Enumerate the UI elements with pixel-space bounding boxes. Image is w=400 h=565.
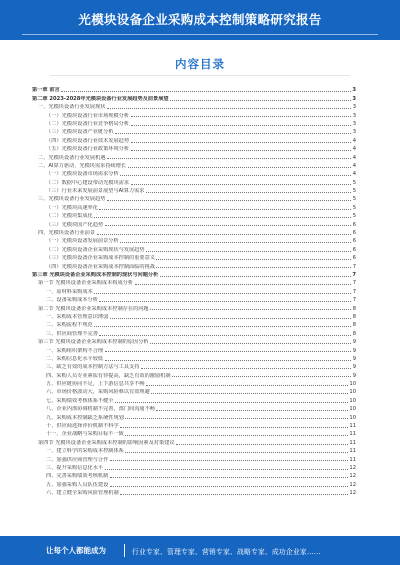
toc-dot-leader <box>94 217 351 218</box>
toc-entry-label: 二、光模块设备行业发展机遇 <box>38 154 106 161</box>
toc-entry-label: 九、采购成本控制缺乏系统性规划 <box>46 414 124 421</box>
toc-dot-leader <box>61 91 351 92</box>
toc-entry-label: 十、供应商选择评价机制不科学 <box>46 423 119 430</box>
toc-entry-page: 3 <box>352 87 356 94</box>
toc-entry[interactable] <box>32 295 356 303</box>
toc-entry-page: 5 <box>352 204 356 211</box>
toc-entry-label: 二、设备采购成本分析 <box>46 297 98 304</box>
toc-dot-leader <box>107 108 351 109</box>
toc-dot-leader <box>107 200 351 201</box>
toc-entry-page: 5 <box>352 188 356 195</box>
toc-entry-page: 12 <box>349 464 356 471</box>
toc-entry-page: 11 <box>349 431 356 438</box>
toc-entry-label: 第四节 光模块设备企业采购成本控制的影响因素及对策建议 <box>38 439 175 446</box>
toc-entry[interactable] <box>32 177 356 185</box>
toc-entry-label: （二）数据中心建设带动光模块需求 <box>46 179 130 186</box>
toc-entry[interactable] <box>32 152 356 160</box>
toc-entry-label: 三、缺乏有效的成本控制方法与工具支持 <box>46 364 140 371</box>
toc-entry-page: 8 <box>352 313 356 320</box>
toc-entry-label: 第一章 前言 <box>32 87 60 94</box>
toc-entry[interactable] <box>32 186 356 194</box>
toc-entry-page: 9 <box>352 347 356 354</box>
toc-entry-page: 7 <box>352 288 356 295</box>
toc-dot-leader <box>156 267 351 268</box>
toc-entry[interactable] <box>32 337 356 345</box>
toc-entry-label: 十一、企业战略与采购目标不一致 <box>46 431 124 438</box>
report-footer <box>0 536 400 565</box>
toc-dot-leader <box>141 368 351 369</box>
toc-entry[interactable] <box>32 421 356 429</box>
toc-dot-leader <box>131 184 352 185</box>
toc-entry-label: 六、市场价格波动大，采购风险难以有效规避 <box>46 389 150 396</box>
toc-entry-page: 3 <box>352 112 356 119</box>
toc-entry-page: 3 <box>352 104 356 111</box>
toc-entry[interactable] <box>32 228 356 236</box>
toc-entry[interactable] <box>32 119 356 127</box>
toc-entry-label: 二、AI算力驱动，光模块需求持续增长 <box>38 162 127 169</box>
toc-entry[interactable] <box>32 387 356 395</box>
toc-entry[interactable] <box>32 320 356 328</box>
toc-entry-label: 三、供应商管理不完善 <box>46 330 98 337</box>
toc-entry[interactable] <box>32 93 356 101</box>
toc-entry[interactable] <box>32 270 356 278</box>
toc-entry[interactable] <box>32 463 356 471</box>
toc-dot-leader <box>120 494 348 495</box>
toc-dot-leader <box>110 318 351 319</box>
toc-entry-page: 10 <box>349 389 356 396</box>
toc-entry-label: 六、建立健全采购风险管理机制 <box>46 490 119 497</box>
toc-entry-label: （一）光模块设备行业市场规模分析 <box>46 112 130 119</box>
toc-entry[interactable] <box>32 446 356 454</box>
toc-entry-page: 6 <box>352 221 356 228</box>
toc-entry-page: 4 <box>352 146 356 153</box>
toc-entry[interactable] <box>32 253 356 261</box>
toc-dot-leader <box>115 133 351 134</box>
toc-dot-leader <box>131 142 352 143</box>
toc-dot-leader <box>125 452 348 453</box>
toc-dot-leader <box>146 251 351 252</box>
toc-entry-page: 5 <box>352 179 356 186</box>
toc-entry-label: 五、加强采购人员队伍建设 <box>46 481 109 488</box>
toc-entry-page: 3 <box>352 95 356 102</box>
header-divider <box>22 34 378 35</box>
toc-entry-page: 7 <box>352 271 356 278</box>
toc-entry-label: 四、光模块设备行业前景 <box>38 230 96 237</box>
toc-entry-page: 6 <box>352 246 356 253</box>
toc-dot-leader <box>107 158 351 159</box>
toc-entry-label: 第三章 光模块设备企业采购成本控制的现状与问题分析 <box>32 271 159 278</box>
toc-divider <box>50 75 350 76</box>
toc-entry-page: 3 <box>352 129 356 136</box>
toc-title: 内容目录 <box>175 57 225 71</box>
toc-entry[interactable] <box>32 102 356 110</box>
toc-entry[interactable] <box>32 395 356 403</box>
toc-dot-leader <box>110 460 348 461</box>
toc-entry-page: 10 <box>349 414 356 421</box>
toc-dot-leader <box>131 125 352 126</box>
toc-entry[interactable] <box>32 437 356 445</box>
toc-entry[interactable] <box>32 244 356 252</box>
toc-entry-label: 一、建立科学的采购成本控制体系 <box>46 448 124 455</box>
toc-entry[interactable] <box>32 429 356 437</box>
toc-dot-leader <box>172 376 351 377</box>
toc-entry-label: 一、原材料采购成本 <box>46 288 93 295</box>
toc-entry-label: 四、采购人员专业素质有待提高，缺乏有效的激励机制 <box>46 372 171 379</box>
toc-entry-label: （二）光模块设备企业采购现状与发展趋势 <box>46 246 145 253</box>
toc-entry-page: 7 <box>352 280 356 287</box>
toc-entry-label: 七、采购绩效考核体系不健全 <box>46 397 114 404</box>
toc-entry[interactable] <box>32 454 356 462</box>
toc-entry-page: 10 <box>349 406 356 413</box>
toc-entry-page: 4 <box>352 162 356 169</box>
toc-entry-page: 4 <box>352 154 356 161</box>
toc-entry[interactable] <box>32 144 356 152</box>
toc-dot-leader <box>120 242 351 243</box>
toc-entry[interactable] <box>32 328 356 336</box>
toc-entry[interactable] <box>32 362 356 370</box>
toc-entry-label: （五）光模块设备行业政策环境分析 <box>46 146 130 153</box>
report-header <box>0 0 400 40</box>
toc-entry-page: 11 <box>349 439 356 446</box>
toc-dot-leader <box>94 293 351 294</box>
toc-dot-leader <box>156 410 347 411</box>
toc-entry-label: （一）光模块设备市场需求分析 <box>46 171 119 178</box>
toc-dot-leader <box>94 326 351 327</box>
toc-entry[interactable] <box>32 261 356 269</box>
toc-dot-leader <box>99 209 351 210</box>
toc-dot-leader <box>99 335 351 336</box>
report-title: 光模块设备企业采购成本控制策略研究报告 <box>78 12 322 27</box>
toc-entry[interactable] <box>32 211 356 219</box>
toc-entry-page: 6 <box>352 230 356 237</box>
toc-entry-label: 第三节 光模块设备企业采购成本控制的原因分析 <box>38 339 149 346</box>
toc-entry-label: 第一节 光模块设备企业采购成本构成分析 <box>38 280 134 287</box>
footer-slogan: 让每个人都能成为 <box>46 546 106 555</box>
toc-entry-label: 二、加强供应商管理与合作 <box>46 456 109 463</box>
toc-dot-leader <box>150 309 351 310</box>
toc-entry-label: 一、光模块设备行业发展现状 <box>38 104 106 111</box>
toc-entry-page: 12 <box>349 490 356 497</box>
toc-entry[interactable] <box>32 312 356 320</box>
toc-entry-label: 八、企业内部协调机制不完善，部门间沟通不畅 <box>46 406 155 413</box>
toc-entry-page: 6 <box>352 238 356 245</box>
toc-entry-page: 12 <box>349 473 356 480</box>
toc-entry-label: （三）光模块设备企业采购成本控制的重要意义 <box>46 255 155 262</box>
toc-dot-leader <box>131 150 352 151</box>
toc-entry-page: 8 <box>352 322 356 329</box>
toc-dot-leader <box>170 100 351 101</box>
toc-entry-page: 11 <box>349 456 356 463</box>
toc-entry[interactable] <box>32 345 356 353</box>
toc-entry[interactable] <box>32 127 356 135</box>
toc-entry-label: （二）光模块集成化 <box>46 213 93 220</box>
toc-dot-leader <box>146 192 351 193</box>
toc-entry-label: 三、光模块设备行业发展趋势 <box>38 196 106 203</box>
toc-entry[interactable] <box>32 161 356 169</box>
toc-entry-page: 10 <box>349 381 356 388</box>
toc-entry[interactable] <box>32 471 356 479</box>
toc-entry[interactable] <box>32 219 356 227</box>
toc-dot-leader <box>160 276 351 277</box>
toc-dot-leader <box>125 435 348 436</box>
toc-dot-leader <box>156 259 351 260</box>
toc-entry-page: 4 <box>352 137 356 144</box>
toc-entry-label: 一、采购成本管理意识薄弱 <box>46 313 109 320</box>
toc-dot-leader <box>120 427 348 428</box>
toc-dot-leader <box>115 402 348 403</box>
toc-entry-label: 二、采购流程不规范 <box>46 322 93 329</box>
toc-entry-label: 五、供应链协同不足，上下游信息共享不畅 <box>46 381 145 388</box>
toc-entry-page: 11 <box>349 448 356 455</box>
toc-dot-leader <box>105 360 352 361</box>
toc-dot-leader <box>150 343 351 344</box>
toc-entry-label: （四）光模块设备企业采购成本控制面临的挑战 <box>46 263 155 270</box>
toc-entry[interactable] <box>32 412 356 420</box>
toc-dot-leader <box>110 477 348 478</box>
toc-entry[interactable] <box>32 488 356 496</box>
toc-entry-page: 11 <box>349 423 356 430</box>
toc-entry[interactable] <box>32 85 356 93</box>
toc-dot-leader <box>110 486 348 487</box>
toc-entry-page: 8 <box>352 305 356 312</box>
toc-entry[interactable] <box>32 110 356 118</box>
toc-dot-leader <box>99 301 351 302</box>
toc-entry[interactable] <box>32 479 356 487</box>
toc-dot-leader <box>176 444 348 445</box>
toc-entry-label: （二）光模块设备行业竞争格局分析 <box>46 120 130 127</box>
toc-dot-leader <box>125 418 348 419</box>
toc-dot-leader <box>105 469 348 470</box>
toc-entry-page: 9 <box>352 339 356 346</box>
toc-entry[interactable] <box>32 202 356 210</box>
toc-entry[interactable] <box>32 379 356 387</box>
table-of-contents <box>32 85 356 510</box>
toc-entry-page: 9 <box>352 364 356 371</box>
toc-entry[interactable] <box>32 404 356 412</box>
toc-entry-label: 第二章 2023-2028年光模块设备行业发展趋势及前景展望 <box>32 95 169 102</box>
toc-dot-leader <box>135 284 352 285</box>
toc-entry[interactable] <box>32 354 356 362</box>
toc-entry-label: 二、采购信息化水平较低 <box>46 355 104 362</box>
toc-dot-leader <box>131 116 352 117</box>
toc-entry[interactable] <box>32 286 356 294</box>
toc-entry-page: 10 <box>349 397 356 404</box>
toc-entry-page: 3 <box>352 120 356 127</box>
toc-entry-page: 9 <box>352 355 356 362</box>
toc-entry-page: 4 <box>352 171 356 178</box>
toc-entry-label: （三）光模块国产化趋势 <box>46 221 104 228</box>
toc-dot-leader <box>146 385 348 386</box>
toc-entry[interactable] <box>32 236 356 244</box>
toc-entry-page: 5 <box>352 196 356 203</box>
toc-entry-label: 四、完善采购绩效考核机制 <box>46 473 109 480</box>
toc-dot-leader <box>105 225 352 226</box>
toc-entry-label: 一、采购组织架构不合理 <box>46 347 104 354</box>
toc-entry-page: 5 <box>352 213 356 220</box>
toc-dot-leader <box>120 175 351 176</box>
toc-entry-label: （三）行业未来发展前景展望与AI算力需求 <box>46 188 145 195</box>
toc-entry-label: 第二节 光模块设备企业采购成本控制存在的问题 <box>38 305 149 312</box>
toc-dot-leader <box>128 167 352 168</box>
toc-entry[interactable] <box>32 370 356 378</box>
toc-dot-leader <box>151 393 348 394</box>
toc-entry-label: （四）光模块设备行业技术发展趋势 <box>46 137 130 144</box>
toc-entry-label: 三、提升采购信息化水平 <box>46 464 104 471</box>
toc-entry[interactable] <box>32 169 356 177</box>
toc-entry-label: （一）光模块高速率化 <box>46 204 98 211</box>
toc-dot-leader <box>105 351 352 352</box>
toc-entry-page: 9 <box>352 372 356 379</box>
toc-entry[interactable] <box>32 135 356 143</box>
toc-entry[interactable] <box>32 278 356 286</box>
toc-entry-page: 7 <box>352 297 356 304</box>
toc-dot-leader <box>97 234 352 235</box>
toc-entry-page: 12 <box>349 481 356 488</box>
footer-tagline: 行业专家、管理专家、营销专家、战略专家、成功企业家…… <box>132 547 321 556</box>
toc-entry-page: 8 <box>352 330 356 337</box>
toc-entry-label: （一）光模块设备发展前景分析 <box>46 238 119 245</box>
toc-entry[interactable] <box>32 194 356 202</box>
toc-entry[interactable] <box>32 303 356 311</box>
toc-entry-label: （三）光模块设备产业链分析 <box>46 129 114 136</box>
footer-separator <box>124 544 125 557</box>
toc-entry-page: 6 <box>352 255 356 262</box>
toc-entry-page: 7 <box>352 263 356 270</box>
